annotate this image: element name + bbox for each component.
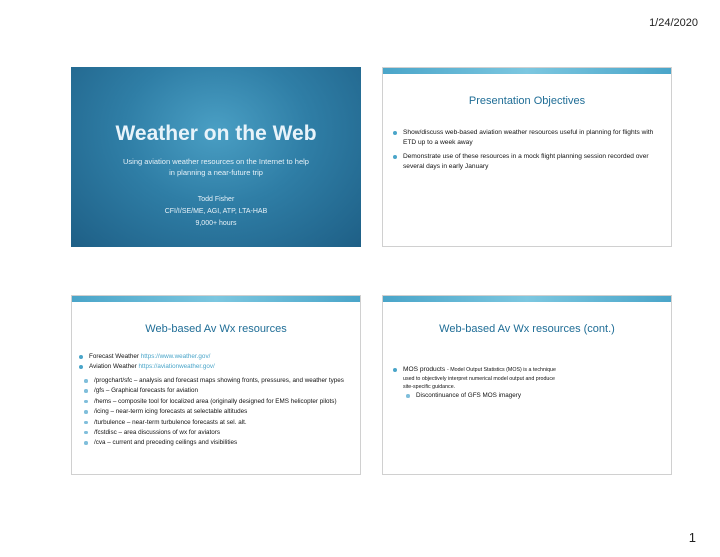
mos-sub-list <box>406 391 661 400</box>
slide-resources-title: Web-based Av Wx resources <box>145 323 287 335</box>
slide-accent-bar <box>72 296 360 302</box>
resource-label: Forecast Weather <box>89 353 139 360</box>
objective-item: Demonstrate use of these resources in a mock flight planning session recorded over several days in early January <box>393 152 659 172</box>
resource-item-aviation <box>79 362 350 371</box>
aviation-weather-link[interactable]: https://aviationweather.gov/ <box>138 363 215 371</box>
author-credentials: CFI/I/SE/ME, AGI, ATP, LTA-HAB <box>164 208 268 215</box>
list-item: /hems – composite tool for localized area (originally designed for EMS helicopter pilots) <box>84 397 350 406</box>
author-hours: 9,000+ hours <box>195 220 237 227</box>
list-item: /icing – near-term icing forecasts at selectable altitudes <box>84 407 350 416</box>
objective-item: Show/discuss web-based aviation weather resources useful in planning for flights with ETD up to a week away <box>393 128 659 148</box>
slide-objectives <box>382 67 672 247</box>
mos-description-line-2: used to objectively interpret numerical model output and produce <box>403 376 555 382</box>
author-block <box>71 194 361 230</box>
mos-list <box>393 365 661 391</box>
subtitle-line-1: Using aviation weather resources on the Internet to help <box>123 157 309 166</box>
slide-accent-bar <box>383 68 671 74</box>
list-item: /cva – current and preceding ceilings and visibilities <box>84 438 350 447</box>
author-name: Todd Fisher <box>197 196 235 203</box>
list-item: Discontinuance of GFS MOS imagery <box>406 391 661 400</box>
objectives-list <box>393 128 659 176</box>
slide-resources-cont-title: Web-based Av Wx resources (cont.) <box>439 323 615 335</box>
list-item: /progchart/sfc – analysis and forecast maps showing fronts, pressures, and weather types <box>84 376 350 385</box>
header-date: 1/24/2020 <box>649 17 698 29</box>
slide-title-heading: Weather on the Web <box>115 122 317 145</box>
page-number: 1 <box>688 530 696 545</box>
slide-accent-bar <box>383 296 671 302</box>
resources-list <box>79 352 350 372</box>
slide-title <box>71 67 361 247</box>
slide-objectives-title: Presentation Objectives <box>468 95 586 107</box>
subtitle-line-2: in planning a near-future trip <box>169 168 263 177</box>
list-item: /fcstdisc – area discussions of wx for aviators <box>84 428 350 437</box>
slide-resources <box>71 295 361 475</box>
resource-item-forecast <box>79 352 350 361</box>
mos-description: - Model Output Statistics (MOS) is a technique <box>447 367 556 373</box>
resource-label: Aviation Weather <box>89 363 137 371</box>
slide-title-subtitle <box>85 156 347 178</box>
forecast-weather-link[interactable]: https://www.weather.gov/ <box>140 353 211 360</box>
mos-description-line-3: site-specific guidance. <box>403 384 456 390</box>
slide-resources-cont <box>382 295 672 475</box>
mos-item <box>393 365 661 391</box>
list-item: /turbulence – near-term turbulence forecasts at sel. alt. <box>84 418 350 427</box>
aviation-subpages-list <box>84 376 350 449</box>
mos-label: MOS products <box>403 366 446 373</box>
list-item: /gfs – Graphical forecasts for aviation <box>84 386 350 395</box>
